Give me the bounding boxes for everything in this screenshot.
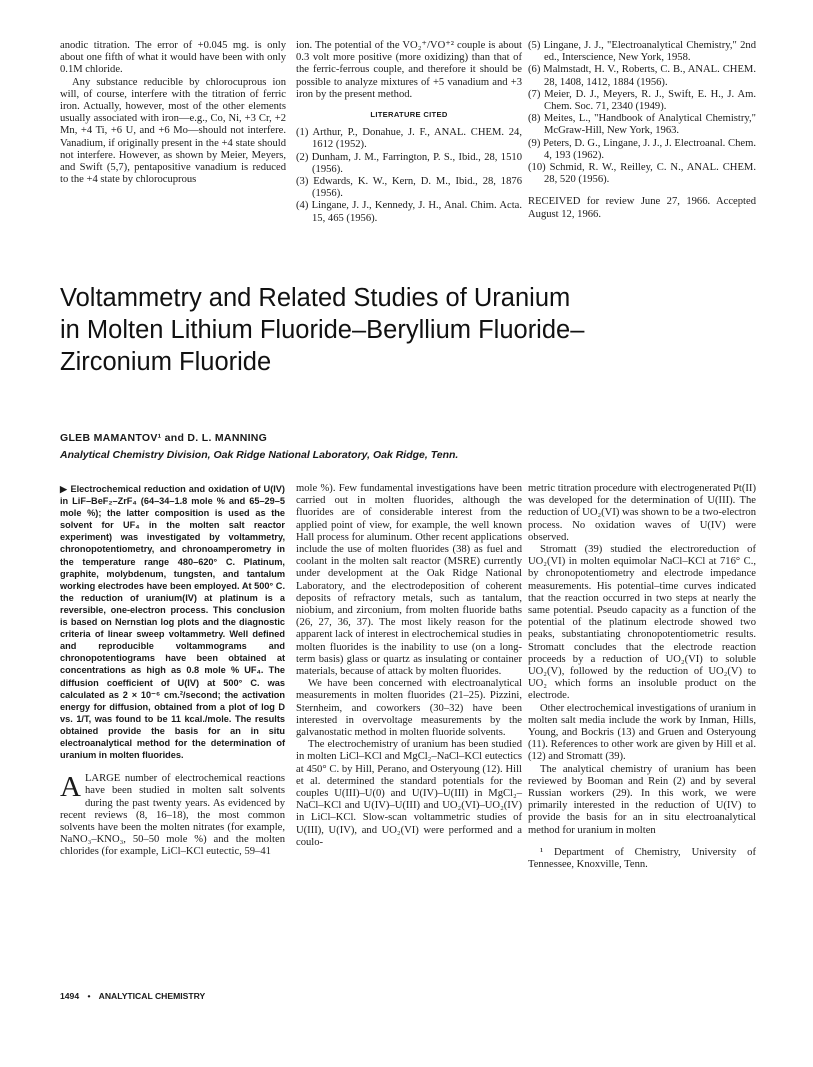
reference-item: (6) Malmstadt, H. V., Roberts, C. B., ANAL. CHEM. 28, 1408, 1412, 1884 (1956). [528, 64, 756, 88]
page-number: 1494 [60, 991, 80, 1001]
reference-item: (7) Meier, D. J., Meyers, R. J., Swift, E. H., J. Am. Chem. Soc. 71, 2340 (1949). [528, 88, 756, 113]
footer-separator: • [87, 991, 91, 1001]
paragraph: Other electrochemical investigations of uranium in molten salt media include the work by Inman, Hills, Young, and Bockris (13) and Gruen and Osteryoung (11). References to other work are given by Hill et al. (12) and Stromatt (39). [528, 702, 756, 763]
reference-item: (1) Arthur, P., Donahue, J. F., ANAL. CHEM. 24, 1612 (1952). [296, 127, 522, 151]
reference-item: (4) Lingane, J. J., Kennedy, J. H., Anal. Chim. Acta. 15, 465 (1956). [296, 200, 522, 224]
authors: GLEB MAMANTOV¹ and D. L. MANNING [60, 432, 268, 444]
top-column-1 [60, 40, 286, 186]
reference-item: (2) Dunham, J. M., Farrington, P. S., Ibid., 28, 1510 (1956). [296, 151, 522, 175]
paragraph: The electrochemistry of uranium has been studied in molten LiCl–KCl and MgCl₂–NaCl–KCl eutectics at 450° C. by Hill, Perano, and Osteryoung (12). Hill et al. determined the standard potentials for the couples U(III)–U(0) and U(IV)–U(III) in MgCl₂–NaCl–KCl and U(IV)–U(III) and UO₂(VI)–UO₂(IV) in LiCl–KCl. Slow-scan voltammetric studies of U(III), U(IV), and UO₂(VI) were performed and a coulo- [296, 739, 522, 848]
article-title [60, 282, 780, 378]
reference-item: (8) Meites, L., "Handbook of Analytical Chemistry," McGraw-Hill, New York, 1963. [528, 113, 756, 137]
title-line: Zirconium Fluoride [60, 348, 272, 376]
paragraph: ion. The potential of the VO₂⁺/VO⁺² couple is about 0.3 volt more positive (more oxidizing) than that of the ferric-ferrous couple, and therefore it should be possible to analyze mixtures of +5 vanadium and +3 iron by the present method. [296, 40, 522, 100]
title-line: Voltammetry and Related Studies of Uranium [60, 284, 571, 312]
body-column-3 [528, 483, 756, 871]
top-column-2 [296, 40, 522, 225]
footnote: ¹ Department of Chemistry, University of Tennessee, Knoxville, Tenn. [528, 846, 756, 871]
paragraph: Any substance reducible by chlorocuprous ion will, of course, interfere with the titration of ferric iron. Actually, however, most of the other elements usually associated with iron—e.g., Co, Ni, +3 Cr, +2 Mn, +4 Ti, +6 U, and +6 Mo—should not interfere. Vanadium, if originally present in the +4 state should not interfere. However, as shown by Meier, Meyers, and Swift (5,7), pentapositive vanadium is reduced to the +4 state by chlorocuprous [60, 76, 286, 186]
top-column-3 [528, 40, 756, 221]
reference-item: (5) Lingane, J. J., "Electroanalytical Chemistry," 2nd ed., Interscience, New York, 1958. [528, 40, 756, 64]
reference-item: (3) Edwards, K. W., Kern, D. M., Ibid., 28, 1876 (1956). [296, 176, 522, 200]
paragraph: Stromatt (39) studied the electroreduction of UO₂(VI) in molten equimolar NaCl–KCl at 716° C., by chronopotentiometry and electrode impedance measurements. His potential–time curves indicated that the reaction occurred in two steps at nearly the same potential. Pseudo capacity as a function of the potential of the platinum electrode showed two peaks, substantiating chronopotentiometric results. Stromatt concludes that the electrode reaction proceeds by a reduction of UO₂(VI) to soluble UO₂(V), followed by the reduction of UO₂(V) to UO₂ which forms an insoluble product on the electrode. [528, 544, 756, 702]
paragraph: We have been concerned with electroanalytical measurements in molten fluorides (21–25). Pizzini, Sternheim, and coworkers (30–32) have been interested in overvoltage measurements by the galvanostatic method in molten fluoride solvents. [296, 678, 522, 739]
paragraph: anodic titration. The error of +0.045 mg. is only about one fifth of what it would have been with only 0.1M chloride. [60, 40, 286, 76]
drop-cap: A [60, 771, 81, 804]
title-line: in Molten Lithium Fluoride–Beryllium Fluoride– [60, 316, 585, 344]
reference-item: (10) Schmid, R. W., Reilley, C. N., ANAL. CHEM. 28, 520 (1956). [528, 162, 756, 186]
abstract: ▶ Electrochemical reduction and oxidation of U(IV) in LiF–BeF₂–ZrF₄ (64–34–1.8 mole % and 65–29–5 mole %); the latter composition is used as the solvent for UF₄ in the molten salt reactor experiment) was investigated by voltammetry, chronopotentiometry, and chronoamperometry in the temperature range 480–620° C. Platinum, graphite, molybdenum, tungsten, and tantalum working electrodes have been employed. At 500° C. the reduction of uranium(IV) at platinum is a reversible, one-electron process. This conclusion is based on Nernstian log plots and the diagnostic criteria of linear sweep voltammetry. Well defined and reproducible voltammograms and chronopotentiograms have been obtained at concentrations as high as 0.8 mole % UF₄. The diffusion coefficient of U(IV) at 500° C. was calculated as 2 × 10⁻⁶ cm.²/second; the activation energy for diffusion, obtained from a plot of log D vs. 1/T, was found to be 11 kcal./mole. The results obtained provide the basis for an in situ electroanalytical method for the determination of uranium in molten fluorides. [60, 484, 285, 761]
reference-item: (9) Peters, D. G., Lingane, J. J., J. Electroanal. Chem. 4, 193 (1962). [528, 137, 756, 161]
intro-paragraph [60, 773, 285, 858]
received-note: RECEIVED for review June 27, 1966. Accepted August 12, 1966. [528, 196, 756, 220]
journal-name: ANALYTICAL CHEMISTRY [98, 991, 206, 1001]
intro-text: LARGE number of electrochemical reactions have been studied in molten salt solvents during the past twenty years. As evidenced by recent reviews (8, 16–18), the most common solvents have been the molten nitrates (for example, NaNO₃–KNO₃, 50–50 mole %) and the molten chlorides (for example, LiCl–KCl eutectic, 59–41 [60, 773, 285, 858]
page-footer [60, 991, 205, 1001]
paragraph: metric titration procedure with electrogenerated Pt(II) was developed for the determination of U(III). The reduction of UO₂(VI) was shown to be a two-electron process. No oxidation waves of U(IV) were observed. [528, 483, 756, 543]
affiliation: Analytical Chemistry Division, Oak Ridge National Laboratory, Oak Ridge, Tenn. [60, 449, 459, 461]
paragraph: mole %). Few fundamental investigations have been carried out in molten fluorides, although the fluorides are of considerable interest from the applied point of view, for example, the well known Hall process for aluminum. Other recent applications include the use of molten fluorides (38) as fuel and coolant in the molten salt reactor (MSRE) currently under development at the Oak Ridge National Laboratory, and the electrodeposition of coherent deposits of refractory metals, such as tantalum, niobium, and zirconium, from molten fluoride baths (26, 27, 36, 37). The most likely reason for the apparent lack of interest in electrochemical studies in molten fluorides is the inability to use (on a long-term basis) glass or quartz as insulating or container materials, because of attack by molten fluorides. [296, 483, 522, 678]
literature-cited-heading: LITERATURE CITED [370, 110, 448, 120]
body-column-1 [60, 483, 285, 859]
body-column-2 [296, 483, 522, 849]
paragraph: The analytical chemistry of uranium has been reviewed by Booman and Rein (2) and by several Russian workers (29). In this work, we were primarily interested in the reduction of U(IV) to provide the basis for an in situ electroanalytical method for uranium in molten [528, 763, 756, 836]
